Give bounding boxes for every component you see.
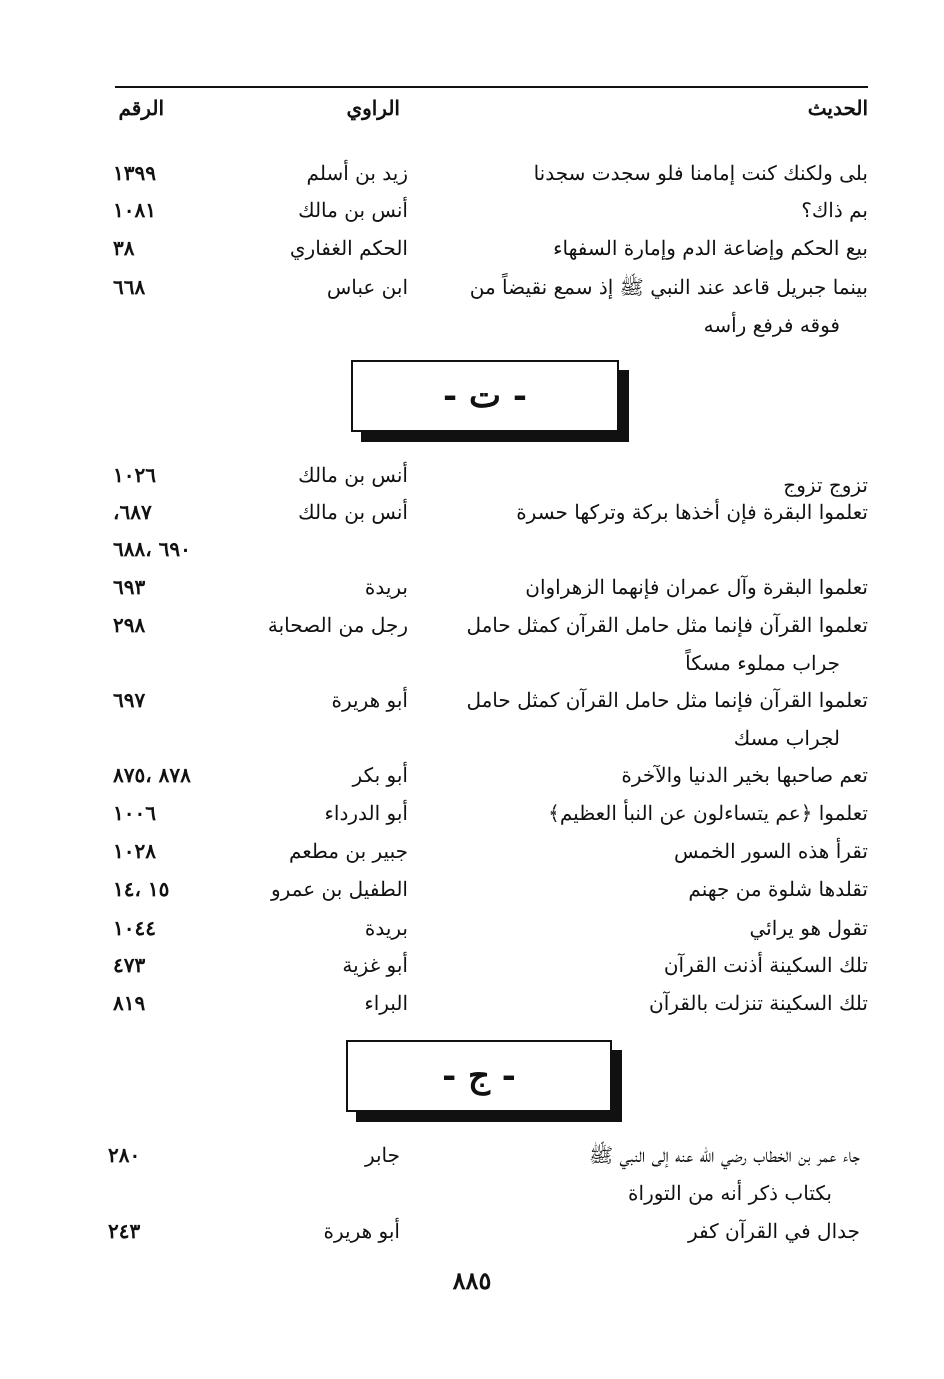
- narrator: أبو بكر: [352, 763, 408, 787]
- hadith-text: تقول هو يرائي: [749, 916, 868, 940]
- narrator: جبير بن مطعم: [288, 839, 408, 863]
- narrator: أبو هريرة: [331, 688, 408, 712]
- hadith-number: ٦٩٣: [113, 575, 146, 599]
- hadith-text: تزوج تزوج: [783, 473, 868, 497]
- narrator: أبو الدرداء: [324, 801, 408, 825]
- hadith-line: تعلموا القرآن فإنما مثل حامل القرآن كمثل حامل: [466, 613, 868, 637]
- hadith-number: ٦٦٨: [113, 275, 146, 299]
- hadith-text: جدال في القرآن كفر: [688, 1219, 860, 1243]
- narrator: جابر: [364, 1143, 400, 1167]
- hadith-continuation: جراب مملوء مسكاً: [685, 651, 840, 675]
- hadith-number: ٦٩٠ ،٦٨٨: [113, 537, 191, 561]
- narrator: البراء: [364, 991, 408, 1015]
- hadith-number: ١٠٤٤: [113, 916, 156, 940]
- narrator: الحكم الغفاري: [289, 236, 408, 260]
- hadith-number: ١٥ ،١٤: [113, 877, 170, 901]
- narrator: أنس بن مالك: [298, 198, 408, 222]
- hadith-text: [428, 268, 868, 344]
- hadith-number: ٦٨٧،: [113, 500, 152, 524]
- column-header-hadith: الحديث: [807, 96, 868, 120]
- narrator: الطفيل بن عمرو: [270, 877, 408, 901]
- hadith-continuation: بكتاب ذكر أنه من التوراة: [628, 1181, 832, 1205]
- hadith-line: بينما جبريل قاعد عند النبي ﷺ إذ سمع نقيضاً من: [469, 275, 868, 299]
- header-top-rule: [115, 86, 868, 88]
- page-number: ٨٨٥: [452, 1266, 492, 1295]
- hadith-number: ٦٩٧: [113, 688, 146, 712]
- hadith-text: تقرأ هذه السور الخمس: [674, 839, 868, 863]
- narrator: بريدة: [364, 575, 408, 599]
- hadith-text: تلك السكينة أذنت القرآن: [663, 953, 868, 977]
- hadith-number: ١٠٠٦: [113, 801, 156, 825]
- hadith-text: [428, 606, 868, 682]
- section-heading-jim: [346, 1040, 612, 1112]
- narrator: رجل من الصحابة: [267, 613, 408, 637]
- hadith-number: ٨٧٨ ،٨٧٥: [113, 763, 191, 787]
- hadith-text: تلك السكينة تنزلت بالقرآن: [649, 991, 868, 1015]
- hadith-line: جاء عمر بن الخطاب رضي الله عنه إلى النبي ﷺ: [588, 1143, 860, 1167]
- hadith-text: تقلدها شلوة من جهنم: [688, 877, 868, 901]
- narrator: أبو غزية: [342, 953, 408, 977]
- narrator: أنس بن مالك: [298, 500, 408, 524]
- narrator: أبو هريرة: [323, 1219, 400, 1243]
- hadith-number: ١٠٢٨: [113, 839, 156, 863]
- narrator: ابن عباس: [326, 275, 408, 299]
- hadith-text: بيع الحكم وإضاعة الدم وإمارة السفهاء: [553, 236, 868, 260]
- hadith-continuation: لجراب مسك: [733, 726, 840, 750]
- hadith-line: تعلموا القرآن فإنما مثل حامل القرآن كمثل حامل: [466, 688, 868, 712]
- narrator: بريدة: [364, 916, 408, 940]
- narrator: زيد بن أسلم: [306, 161, 408, 185]
- hadith-number: ١٠٢٦: [113, 463, 156, 487]
- hadith-number: ٢٩٨: [113, 613, 146, 637]
- hadith-number: ٣٨: [113, 236, 135, 260]
- hadith-number: ١٠٨١: [113, 198, 156, 222]
- column-header-number: الرقم: [118, 96, 164, 120]
- column-header-narrator: الراوي: [346, 96, 400, 120]
- hadith-text: تعلموا ﴿عم يتساءلون عن النبأ العظيم﴾: [548, 801, 868, 825]
- hadith-number: ٢٨٠: [108, 1143, 141, 1167]
- hadith-text: [428, 681, 868, 757]
- hadith-text: تعلموا البقرة فإن أخذها بركة وتركها حسرة: [516, 500, 868, 524]
- section-letter: - ت -: [443, 376, 527, 416]
- hadith-number: ٢٤٣: [108, 1219, 141, 1243]
- hadith-text: تعلموا البقرة وآل عمران فإنهما الزهراوان: [525, 575, 868, 599]
- hadith-text: بلى ولكنك كنت إمامنا فلو سجدت سجدنا: [533, 161, 868, 185]
- hadith-number: ٨١٩: [113, 991, 146, 1015]
- hadith-continuation: فوقه فرفع رأسه: [703, 313, 840, 337]
- hadith-text: تعم صاحبها بخير الدنيا والآخرة: [621, 763, 868, 787]
- hadith-number: ١٣٩٩: [113, 161, 156, 185]
- section-heading-ta: [351, 360, 619, 432]
- hadith-number: ٤٧٣: [113, 953, 146, 977]
- hadith-text: بم ذاك؟: [801, 198, 868, 222]
- hadith-text: [420, 1136, 860, 1212]
- narrator: أنس بن مالك: [298, 463, 408, 487]
- section-letter: - ج -: [442, 1056, 516, 1096]
